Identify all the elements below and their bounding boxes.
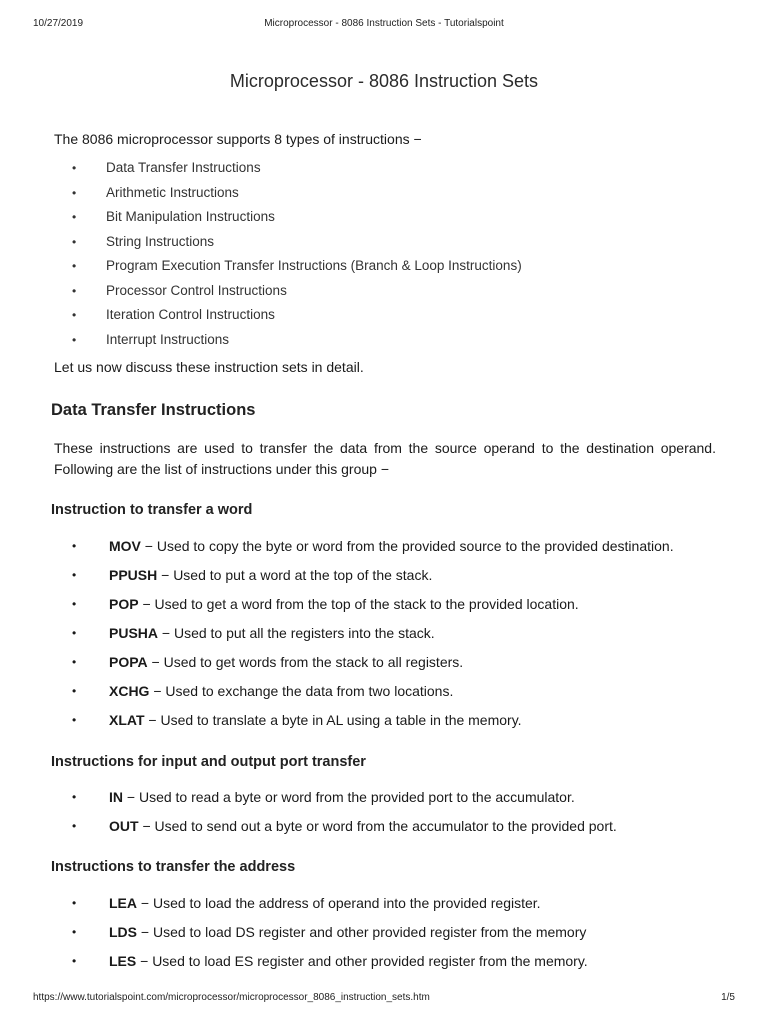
list-item [0, 255, 768, 280]
instruction-name: POPA [109, 654, 148, 670]
instruction-list-io-port [0, 786, 768, 844]
bullet-icon: • [72, 954, 77, 968]
bullet-icon: • [72, 790, 77, 804]
list-item [0, 786, 768, 815]
bullet-icon: • [72, 684, 77, 698]
bullet-icon: • [72, 185, 77, 200]
list-item [0, 622, 768, 651]
instruction-name: OUT [109, 818, 139, 834]
list-item-label: Program Execution Transfer Instructions (Branch & Loop Instructions) [106, 258, 522, 273]
list-item [0, 680, 768, 709]
instruction-type-list [0, 157, 768, 353]
instruction-name: POP [109, 596, 139, 612]
list-item-label: Arithmetic Instructions [106, 184, 239, 200]
page-url-link[interactable]: https://www.tutorialspoint.com/microprocessor/microprocessor_8086_instruction_sets.htm [33, 992, 430, 1003]
instruction-desc: − Used to put all the registers into the stack. [158, 625, 435, 641]
bullet-icon: • [72, 896, 77, 910]
list-item [0, 231, 768, 256]
bullet-icon: • [72, 161, 77, 175]
bullet-icon: • [72, 539, 77, 553]
list-item [0, 651, 768, 680]
list-item-label: String Instructions [106, 233, 215, 249]
list-item-label: Iteration Control Instructions [106, 307, 275, 322]
bullet-icon: • [72, 210, 77, 224]
list-item [0, 921, 768, 950]
list-item-label: Data Transfer Instructions [106, 160, 261, 175]
instruction-desc: − Used to load the address of operand into the provided register. [137, 895, 541, 911]
bullet-icon: • [72, 234, 77, 249]
detail-text: Let us now discuss these instruction sets in detail. [54, 359, 364, 375]
instruction-desc: − Used to get words from the stack to all registers. [147, 654, 464, 670]
instruction-desc: − Used to load DS register and other provided register from the memory [137, 924, 587, 940]
instruction-desc: − Used to put a word at the top of the stack. [157, 567, 433, 583]
instruction-name: LES [109, 953, 137, 969]
instruction-desc: − Used to read a byte or word from the provided port to the accumulator. [123, 789, 575, 805]
instruction-name: XLAT [109, 712, 145, 728]
section-paragraph: These instructions are used to transfer the data from the source operand to the destination operand. Following are the list of instructions under this group − [54, 440, 716, 477]
instruction-name: IN [109, 789, 123, 805]
instruction-desc: − Used to copy the byte or word from the provided source to the provided destination. [140, 538, 674, 554]
bullet-icon: • [72, 332, 77, 347]
print-date: 10/27/2019 [33, 18, 84, 29]
instruction-name: LEA [109, 895, 137, 911]
list-item [0, 815, 768, 844]
bullet-icon: • [72, 568, 77, 582]
print-footer [33, 992, 735, 1006]
list-item [0, 535, 768, 564]
instruction-desc: − Used to exchange the data from two locations. [149, 683, 454, 699]
list-item [0, 280, 768, 305]
bullet-icon: • [72, 655, 77, 669]
instruction-list-word [0, 535, 768, 738]
instruction-name: XCHG [109, 683, 150, 699]
instruction-desc: − Used to translate a byte in AL using a table in the memory. [144, 712, 522, 728]
list-item [0, 950, 768, 979]
bullet-icon: • [72, 283, 77, 298]
instruction-desc: − Used to get a word from the top of the stack to the provided location. [138, 596, 579, 612]
bullet-icon: • [72, 259, 77, 273]
page-number: 1/5 [721, 992, 735, 1003]
list-item [0, 304, 768, 329]
instruction-name: MOV [109, 538, 141, 554]
subsection-title-io-port: Instructions for input and output port transfer [51, 754, 366, 770]
bullet-icon: • [72, 626, 77, 640]
instruction-name: PPUSH [109, 567, 158, 583]
bullet-icon: • [72, 819, 77, 833]
bullet-icon: • [72, 713, 77, 727]
list-item [0, 157, 768, 182]
list-item [0, 564, 768, 593]
bullet-icon: • [72, 308, 77, 322]
bullet-icon: • [72, 597, 77, 611]
instruction-desc: − Used to load ES register and other provided register from the memory. [136, 953, 588, 969]
instruction-list-address [0, 892, 768, 979]
document-title: Microprocessor - 8086 Instruction Sets [229, 71, 539, 91]
list-item [0, 593, 768, 622]
list-item [0, 329, 768, 354]
list-item-label: Bit Manipulation Instructions [106, 209, 275, 224]
bullet-icon: • [72, 925, 77, 939]
subsection-title-address: Instructions to transfer the address [51, 859, 296, 875]
section-title-data-transfer: Data Transfer Instructions [51, 401, 256, 419]
list-item [0, 206, 768, 231]
print-page-title: Microprocessor - 8086 Instruction Sets - Tutorialspoint [264, 18, 504, 29]
instruction-name: PUSHA [109, 625, 159, 641]
list-item [0, 709, 768, 738]
intro-text: The 8086 microprocessor supports 8 types of instructions − [54, 131, 422, 147]
list-item [0, 892, 768, 921]
list-item-label: Interrupt Instructions [106, 331, 230, 347]
subsection-title-word: Instruction to transfer a word [51, 502, 253, 518]
instruction-name: LDS [109, 924, 137, 940]
instruction-desc: − Used to send out a byte or word from the accumulator to the provided port. [138, 818, 617, 834]
list-item-label: Processor Control Instructions [106, 282, 287, 298]
print-header [33, 18, 735, 32]
list-item [0, 182, 768, 207]
